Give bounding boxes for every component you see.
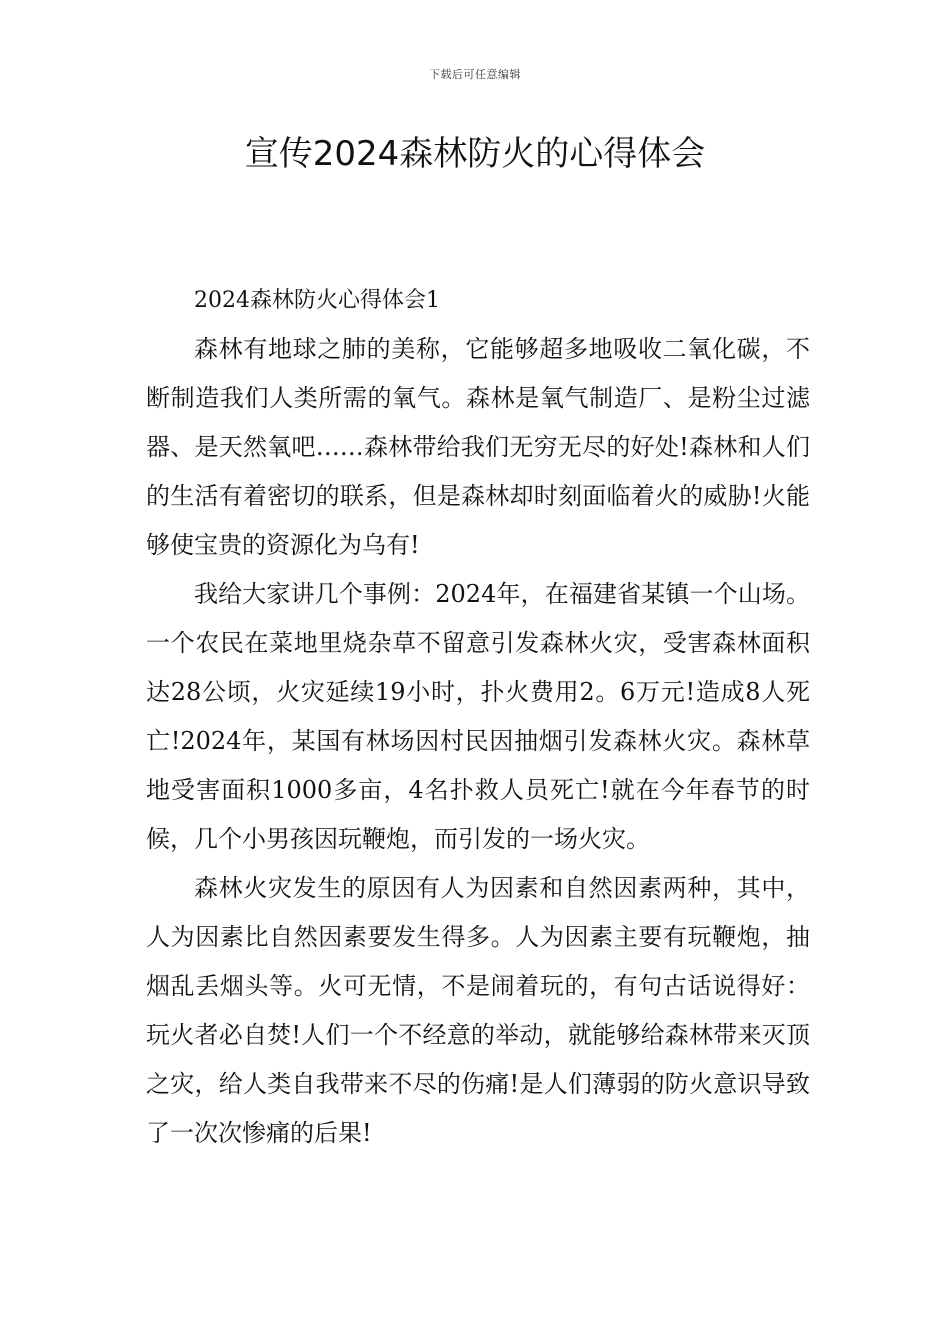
paragraph-2: 我给大家讲几个事例：2024年，在福建省某镇一个山场。一个农民在菜地里烧杂草不留意引发森林火灾，受害森林面积达28公顷，火灾延续19小时，扑火费用2。6万元!造成8人死亡!2024年，某国有林场因村民因抽烟引发森林火灾。森林草地受害面积1000多亩，4名扑救人员死亡!就在今年春节的时候，几个小男孩因玩鞭炮，而引发的一场火灾。	[146, 580, 810, 853]
document-body	[146, 276, 810, 1158]
document-title: 宣传2024森林防火的心得体会	[244, 134, 706, 174]
section-heading: 2024森林防火心得体会1	[194, 288, 440, 313]
paragraph-3: 森林火灾发生的原因有人为因素和自然因素两种，其中，人为因素比自然因素要发生得多。人为因素主要有玩鞭炮，抽烟乱丢烟头等。火可无情，不是闹着玩的，有句古话说得好：玩火者必自焚!人们一个不经意的举动，就能够给森林带来灭顶之灾，给人类自我带来不尽的伤痛!是人们薄弱的防火意识导致了一次次惨痛的后果!	[146, 874, 810, 1147]
paragraph-1: 森林有地球之肺的美称，它能够超多地吸收二氧化碳，不断制造我们人类所需的氧气。森林是氧气制造厂、是粉尘过滤器、是天然氧吧……森林带给我们无穷无尽的好处!森林和人们的生活有着密切的联系，但是森林却时刻面临着火的威胁!火能够使宝贵的资源化为乌有!	[146, 335, 810, 559]
header-note: 下载后可任意编辑	[429, 68, 521, 81]
